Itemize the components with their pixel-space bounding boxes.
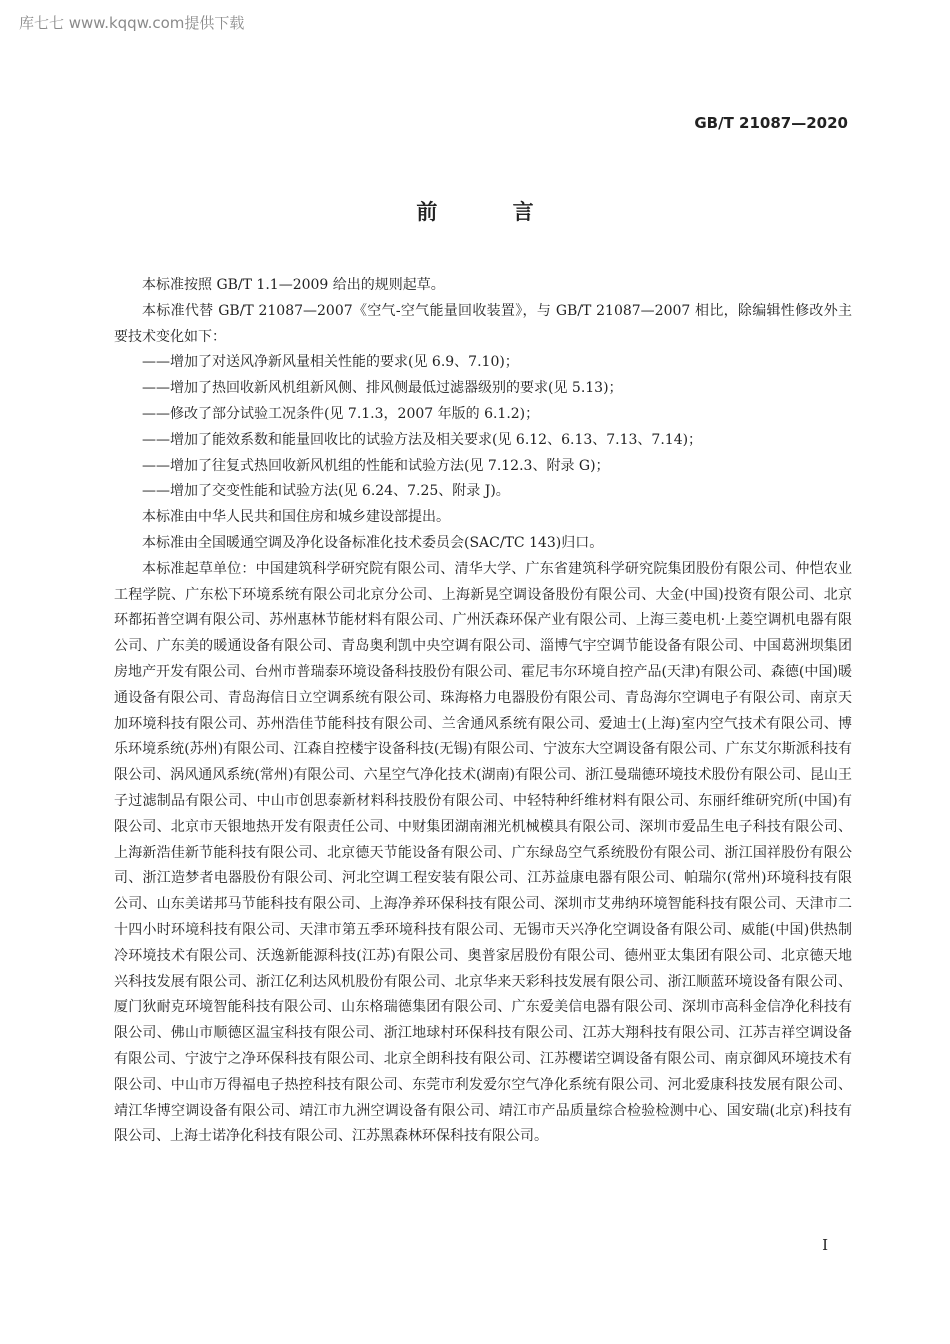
paragraph-drafting-rule: 本标准按照 GB/T 1.1—2009 给出的规则起草。	[142, 277, 445, 293]
watermark-text: 库七七 www.kqqw.com提供下载	[19, 14, 245, 32]
page-title: 前 言	[416, 200, 568, 224]
foreword-body	[114, 273, 852, 1150]
paragraph-proposer: 本标准由中华人民共和国住房和城乡建设部提出。	[142, 509, 450, 526]
change-item: ——增加了对送风净新风量相关性能的要求(见 6.9、7.10)；	[142, 354, 519, 371]
change-item: ——增加了能效系数和能量回收比的试验方法及相关要求(见 6.12、6.13、7.13、7.14)；	[142, 431, 703, 448]
page-number: I	[822, 1236, 828, 1254]
paragraph-technical-committee: 本标准由全国暖通空调及净化设备标准化技术委员会(SAC/TC 143)归口。	[142, 534, 604, 551]
standard-code: GB/T 21087—2020	[694, 114, 848, 132]
change-item: ——增加了往复式热回收新风机组的性能和试验方法(见 7.12.3、附录 G)；	[142, 457, 610, 474]
change-item: ——增加了热回收新风机组新风侧、排风侧最低过滤器级别的要求(见 5.13)；	[142, 380, 623, 397]
change-item: ——增加了交变性能和试验方法(见 6.24、7.25、附录 J)。	[142, 483, 510, 500]
change-item: ——修改了部分试验工况条件(见 7.1.3，2007 年版的 6.1.2)；	[142, 405, 540, 422]
paragraph-replacement: 本标准代替 GB/T 21087—2007《空气-空气能量回收装置》，与 GB/T 21087—2007 相比，除编辑性修改外主要技术变化如下：	[114, 302, 852, 345]
paragraph-drafting-units: 本标准起草单位：中国建筑科学研究院有限公司、清华大学、广东省建筑科学研究院集团股份有限公司、仲恺农业工程学院、广东松下环境系统有限公司北京分公司、上海新晃空调设备股份有限公司、大金(中国)投资有限公司、北京环都拓普空调有限公司、苏州惠林节能材料有限公司、广州沃森环保产业有限公司、上海三菱电机·上菱空调机电器有限公司、广东美的暖通设备有限公司、青岛奥利凯中央空调有限公司、淄博气宇空调节能设备有限公司、中国葛洲坝集团房地产开发有限公司、台州市普瑞泰环境设备科技股份有限公司、霍尼韦尔环境自控产品(天津)有限公司、森德(中国)暖通设备有限公司、青岛海信日立空调系统有限公司、珠海格力电器股份有限公司、青岛海尔空调电子有限公司、南京天加环境科技有限公司、苏州浩佳节能科技有限公司、兰舍通风系统有限公司、爱迪士(上海)室内空气技术有限公司、博乐环境系统(苏州)有限公司、江森自控楼宇设备科技(无锡)有限公司、宁波东大空调设备有限公司、广东艾尔斯派科技有限公司、涡风通风系统(常州)有限公司、六星空气净化技术(湖南)有限公司、浙江曼瑞德环境技术股份有限公司、昆山王子过滤制品有限公司、中山市创思泰新材料科技股份有限公司、中轻特种纤维材料有限公司、东丽纤维研究所(中国)有限公司、北京市天银地热开发有限责任公司、中财集团湖南湘光机械模具有限公司、深圳市爱品生电子科技有限公司、上海新浩佳新节能科技有限公司、北京德天节能设备有限公司、广东绿岛空气系统股份有限公司、浙江国祥股份有限公司、浙江造梦者电器股份有限公司、河北空调工程安装有限公司、江苏益康电器有限公司、帕瑞尔(常州)环境科技有限公司、山东美诺邦马节能科技有限公司、上海净养环保科技有限公司、深圳市艾弗纳环境智能科技有限公司、天津市二十四小时环境科技有限公司、天津市第五季环境科技有限公司、无锡市天兴净化空调设备有限公司、威能(中国)供热制冷环境技术有限公司、沃逸新能源科技(江苏)有限公司、奥普家居股份有限公司、德州亚太集团有限公司、北京德天地兴科技发展有限公司、浙江亿利达风机股份有限公司、北京华来天彩科技发展有限公司、浙江顺蓝环境设备有限公司、厦门狄耐克环境智能科技有限公司、山东格瑞德集团有限公司、广东爱美信电器有限公司、深圳市高科金信净化科技有限公司、佛山市顺德区温宝科技有限公司、浙江地球村环保科技有限公司、江苏大翔科技有限公司、江苏吉祥空调设备有限公司、宁波宁之净环保科技有限公司、北京全朗科技有限公司、江苏樱诺空调设备有限公司、南京御风环境技术有限公司、中山市万得福电子热控科技有限公司、东莞市利发爱尔空气净化系统有限公司、河北爱康科技发展有限公司、靖江华博空调设备有限公司、靖江市九洲空调设备有限公司、靖江市产品质量综合检验检测中心、国安瑞(北京)科技有限公司、上海士诺净化科技有限公司、江苏黑森林环保科技有限公司。	[114, 560, 852, 1145]
